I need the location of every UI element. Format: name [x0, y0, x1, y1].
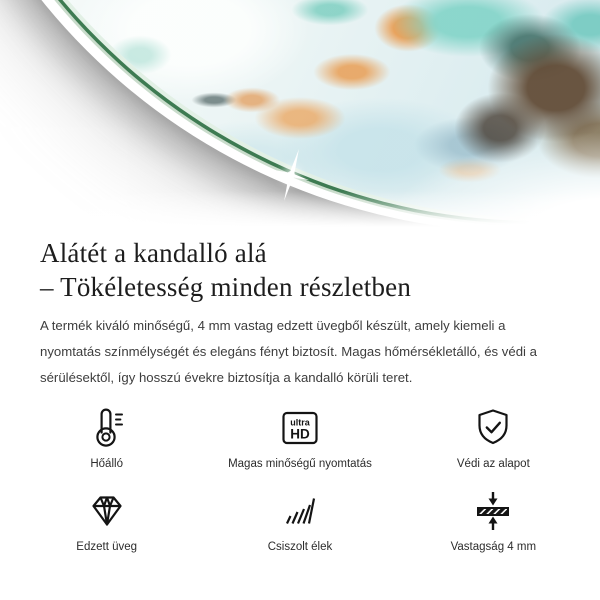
ultra-hd-icon: [278, 406, 322, 450]
thermometer-icon: [85, 406, 129, 450]
shield-check-icon: [471, 406, 515, 450]
feature-item-print-quality: [203, 406, 396, 471]
glass-disc-artwork: [0, 0, 600, 218]
feature-item-tempered-glass: [10, 489, 203, 554]
diamond-icon: [85, 489, 129, 533]
feature-grid: [10, 406, 590, 554]
page-title-line1: Alátét a kandalló alá: [40, 238, 267, 268]
feature-label: Védi az alapot: [456, 458, 530, 470]
marble-print: [0, 0, 600, 218]
page-title: [40, 236, 560, 304]
page-title-line2: – Tökéletesség minden részletben: [40, 272, 412, 302]
feature-label: Hőálló: [90, 458, 123, 470]
feature-label: Csiszolt élek: [267, 541, 333, 553]
thickness-icon: [471, 489, 515, 533]
feature-item-thickness: [397, 489, 590, 554]
ultra-label: ultra: [290, 417, 310, 428]
hd-label: HD: [290, 426, 310, 442]
feature-item-heat-resistant: [10, 406, 203, 471]
feature-item-protects-base: [397, 406, 590, 471]
feature-item-polished-edges: [203, 489, 396, 554]
feature-label: Edzett üveg: [76, 541, 138, 553]
description-paragraph: A termék kiváló minőségű, 4 mm vastag edzett üvegből készült, amely kiemeli a nyomtatás színmélységét és elegáns fényt biztosít. Magas hőmérsékletálló, és védi a sérülésektől, így hosszú évekre biztosítja a kandalló körüli teret.: [40, 318, 537, 385]
feature-label: Vastagság 4 mm: [450, 541, 537, 553]
feature-label: Magas minőségű nyomtatás: [228, 458, 372, 470]
hero-image[interactable]: [0, 0, 600, 233]
polished-edges-icon: [278, 489, 322, 533]
